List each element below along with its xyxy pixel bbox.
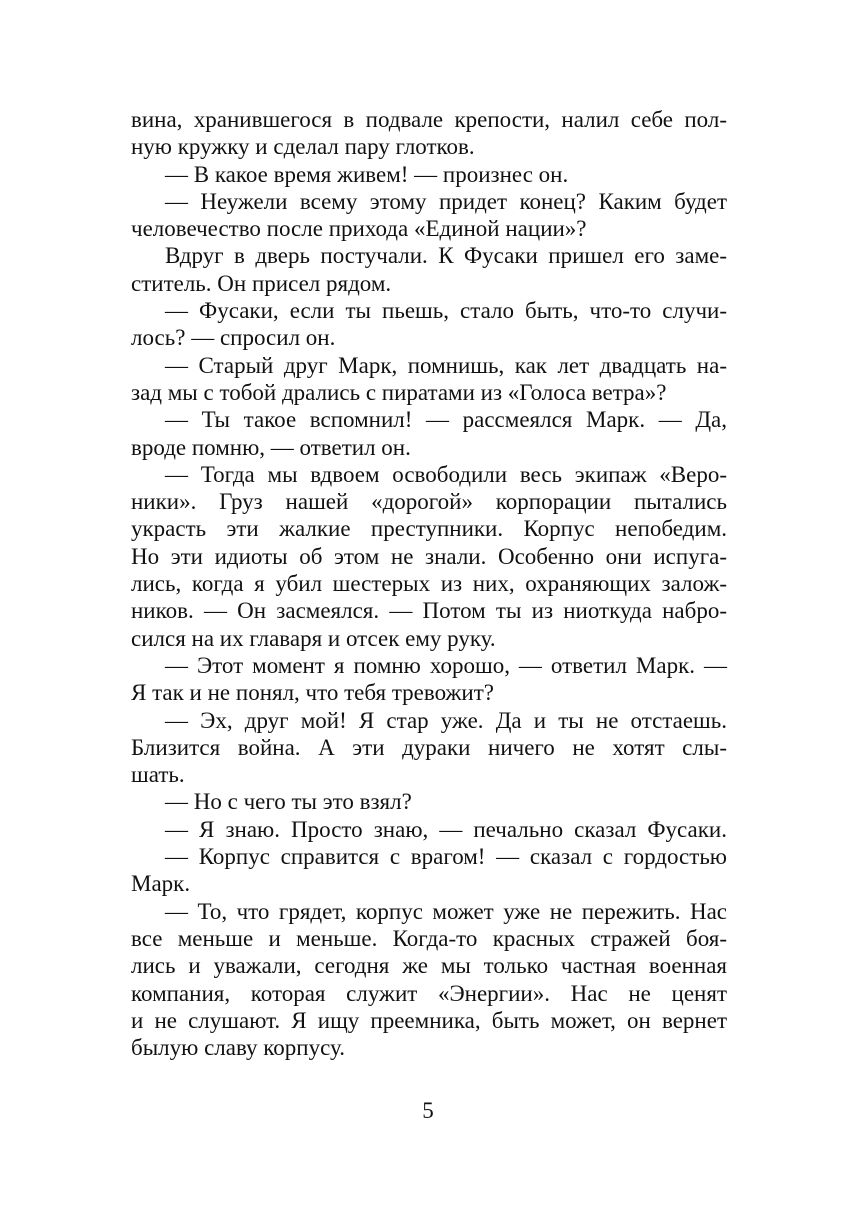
text-line: — Фусаки, если ты пьешь, стало быть, что-то случи-: [165, 298, 727, 324]
text-line: лись и уважали, сегодня же мы только частная военная: [131, 953, 727, 979]
text-line: вроде помню, — ответил он.: [131, 434, 411, 460]
text-line: вина, хранившегося в подвале крепости, налил себе пол-: [131, 107, 727, 132]
text-line: и не слушают. Я ищу преемника, быть может, он вернет: [131, 1007, 727, 1033]
text-line: ститель. Он присел рядом.: [131, 270, 392, 296]
text-line: — Я знаю. Просто знаю, — печально сказал Фусаки.: [165, 816, 727, 842]
text-line: Но эти идиоты об этом не знали. Особенно они испуга-: [131, 543, 727, 569]
text-line: ники». Груз нашей «дорогой» корпорации пытались: [131, 489, 727, 515]
text-line: — Корпус справится с врагом! — сказал с гордостью: [165, 844, 727, 870]
page-number: 5: [422, 1098, 434, 1123]
text-line: ников. — Он засмеялся. — Потом ты из ниоткуда набро-: [131, 598, 727, 624]
text-line: — Этот момент я помню хорошо, — ответил Марк. —: [165, 652, 727, 678]
text-line: все меньше и меньше. Когда-то красных стражей боя-: [131, 925, 727, 951]
text-line: ную кружку и сделал пару глотков.: [131, 134, 475, 160]
text-line: человечество после прихода «Единой нации»?: [131, 216, 587, 242]
text-line: сился на их главаря и отсек ему руку.: [131, 625, 496, 651]
text-line: Я так и не понял, что тебя тревожит?: [131, 680, 494, 706]
text-line: — Эх, друг мой! Я стар уже. Да и ты не отстаешь.: [165, 707, 727, 733]
text-line: — То, что грядет, корпус может уже не пережить. Нас: [165, 898, 727, 924]
text-line: — В какое время живем! — произнес он.: [165, 161, 569, 187]
text-line: — Но с чего ты это взял?: [165, 789, 412, 815]
text-line: украсть эти жалкие преступники. Корпус непобедим.: [131, 516, 727, 542]
text-line: зад мы с тобой дрались с пиратами из «Голоса ветра»?: [131, 379, 667, 405]
text-line: былую славу корпусу.: [131, 1035, 345, 1061]
text-line: — Неужели всему этому придет конец? Каким будет: [165, 188, 727, 214]
text-line: — Тогда мы вдвоем освободили весь экипаж «Веро-: [165, 461, 727, 487]
text-line: — Ты такое вспомнил! — рассмеялся Марк. — Да,: [165, 407, 727, 433]
text-line: Близится война. А эти дураки ничего не хотят слы-: [131, 734, 727, 760]
text-line: Марк.: [131, 871, 191, 897]
text-line: — Старый друг Марк, помнишь, как лет двадцать на-: [165, 352, 727, 378]
text-line: шать.: [131, 762, 185, 788]
text-line: Вдруг в дверь постучали. К Фусаки пришел его заме-: [165, 243, 727, 269]
text-line: компания, которая служит «Энергии». Нас не ценят: [131, 980, 727, 1006]
text-line: лось? — спросил он.: [131, 325, 336, 351]
text-line: лись, когда я убил шестерых из них, охраняющих залож-: [131, 571, 727, 597]
page-body-text: [131, 106, 727, 1061]
